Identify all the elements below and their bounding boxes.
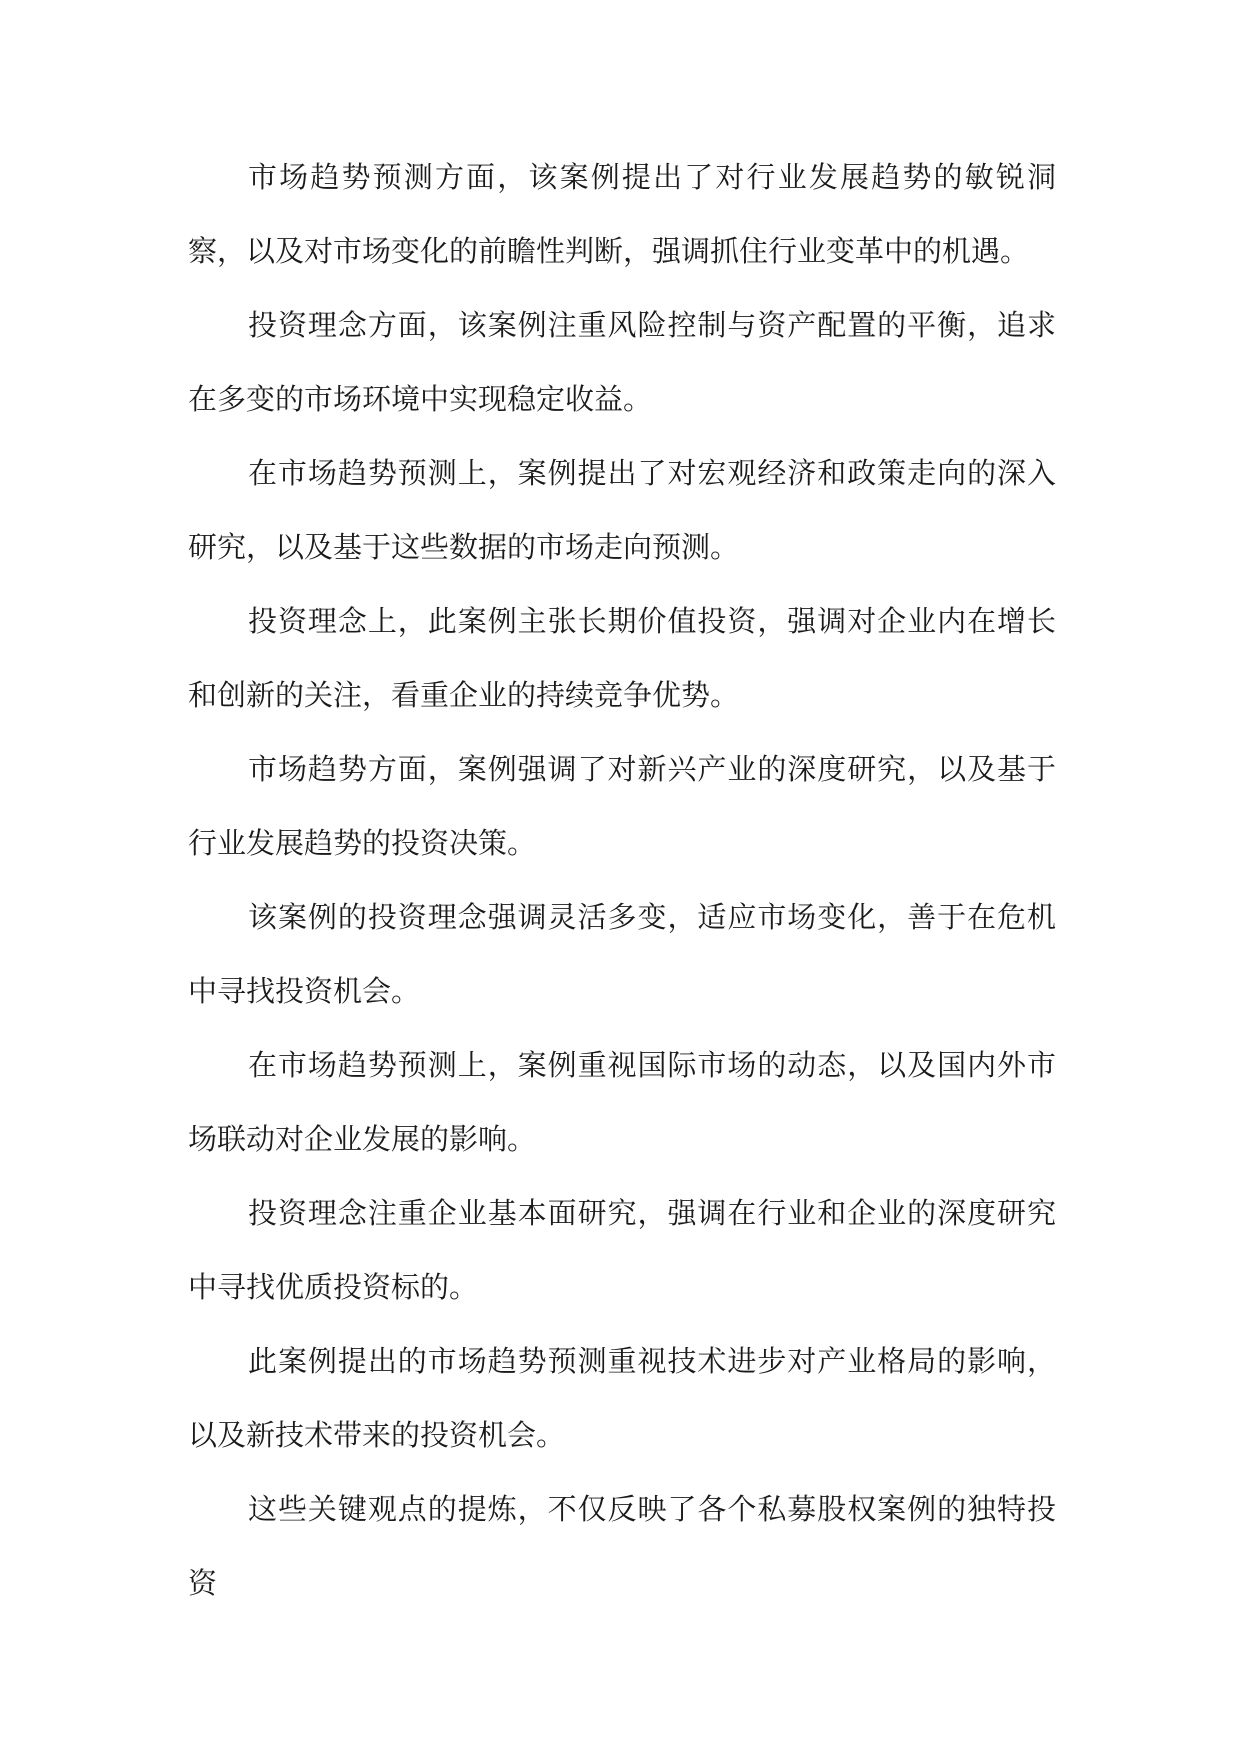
paragraph-3: 在市场趋势预测上，案例提出了对宏观经济和政策走向的深入研究，以及基于这些数据的市场走向预测。 <box>188 456 1056 564</box>
paragraph-7: 在市场趋势预测上，案例重视国际市场的动态，以及国内外市场联动对企业发展的影响。 <box>188 1048 1056 1156</box>
paragraph-8: 投资理念注重企业基本面研究，强调在行业和企业的深度研究中寻找优质投资标的。 <box>188 1196 1056 1304</box>
paragraph-9: 此案例提出的市场趋势预测重视技术进步对产业格局的影响，以及新技术带来的投资机会。 <box>188 1344 1056 1452</box>
paragraph-1: 市场趋势预测方面，该案例提出了对行业发展趋势的敏锐洞察，以及对市场变化的前瞻性判断，强调抓住行业变革中的机遇。 <box>188 160 1056 268</box>
paragraph-2: 投资理念方面，该案例注重风险控制与资产配置的平衡，追求在多变的市场环境中实现稳定收益。 <box>188 308 1056 416</box>
document-body <box>188 140 1056 1620</box>
paragraph-6: 该案例的投资理念强调灵活多变，适应市场变化，善于在危机中寻找投资机会。 <box>188 900 1056 1008</box>
paragraph-5: 市场趋势方面，案例强调了对新兴产业的深度研究，以及基于行业发展趋势的投资决策。 <box>188 752 1056 860</box>
paragraph-4: 投资理念上，此案例主张长期价值投资，强调对企业内在增长和创新的关注，看重企业的持续竞争优势。 <box>188 604 1056 712</box>
paragraph-10: 这些关键观点的提炼，不仅反映了各个私募股权案例的独特投资 <box>188 1492 1056 1600</box>
